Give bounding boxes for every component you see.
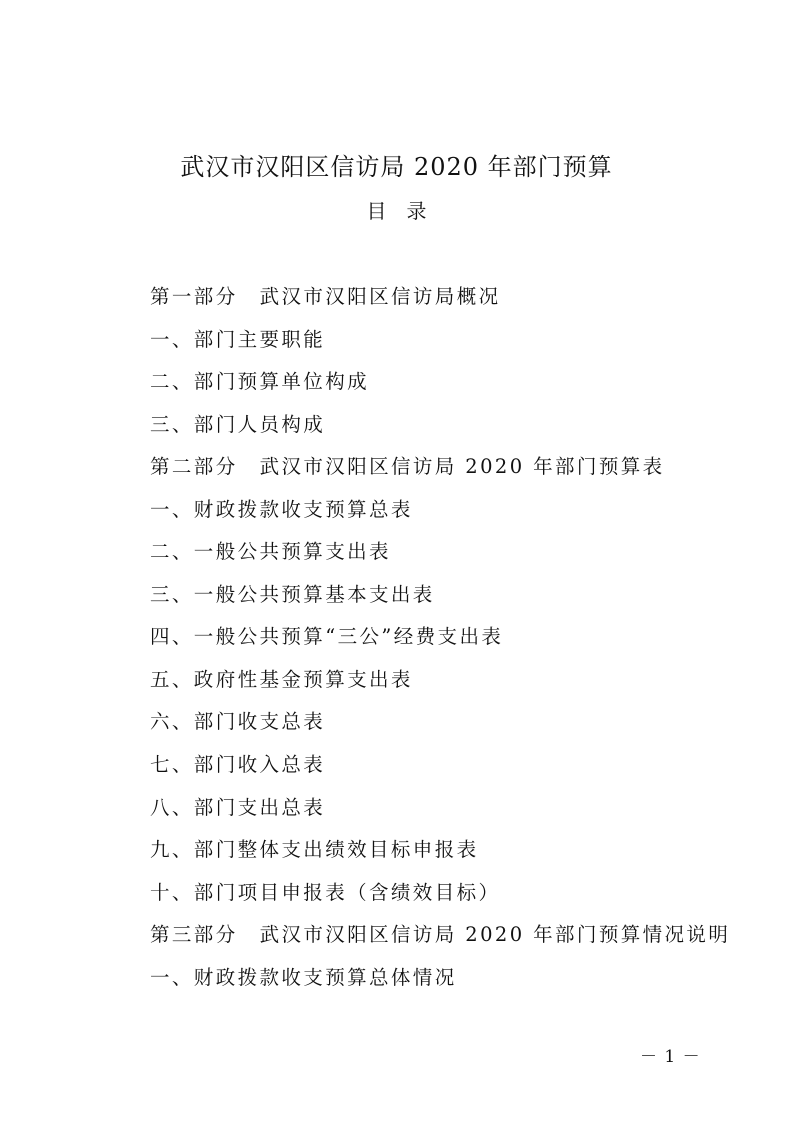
toc-item-text: 四、一般公共预算“三公”经费支出表 bbox=[150, 625, 504, 649]
toc-item bbox=[150, 834, 730, 877]
toc-section-label: 第一部分 bbox=[150, 285, 238, 308]
toc-item-text: 二、一般公共预算支出表 bbox=[150, 540, 391, 564]
toc-item bbox=[150, 621, 730, 664]
toc-item bbox=[150, 536, 730, 579]
toc-section-2 bbox=[150, 451, 730, 494]
toc-heading: 目 录 bbox=[366, 199, 427, 223]
toc-item-text: 三、一般公共预算基本支出表 bbox=[150, 582, 435, 606]
toc-item bbox=[150, 409, 730, 452]
toc-item bbox=[150, 749, 730, 792]
toc-item-text: 九、部门整体支出绩效目标申报表 bbox=[150, 838, 479, 862]
toc-item-text: 一、财政拨款收支预算总体情况 bbox=[150, 965, 457, 989]
toc-item bbox=[150, 324, 730, 367]
toc-item bbox=[150, 877, 730, 920]
toc-section-label: 第二部分 bbox=[150, 455, 238, 479]
document-title: 武汉市汉阳区信访局 2020 年部门预算 bbox=[180, 153, 613, 181]
toc-item bbox=[150, 664, 730, 707]
table-of-contents bbox=[150, 281, 730, 1004]
toc-item-text: 七、部门收入总表 bbox=[150, 753, 326, 777]
toc-section-label: 第三部分 bbox=[150, 923, 238, 947]
toc-item bbox=[150, 494, 730, 537]
toc-item-text: 六、部门收支总表 bbox=[150, 710, 326, 734]
toc-section-1 bbox=[150, 281, 730, 324]
toc-section-3 bbox=[150, 919, 730, 962]
toc-item bbox=[150, 366, 730, 409]
toc-item-text: 一、财政拨款收支预算总表 bbox=[150, 497, 413, 521]
toc-item-text: 十、部门项目申报表（含绩效目标） bbox=[150, 880, 501, 904]
page-number: － 1 － bbox=[640, 1047, 701, 1067]
toc-item bbox=[150, 962, 730, 1005]
toc-item-text: 八、部门支出总表 bbox=[150, 795, 326, 819]
toc-item-text: 三、部门人员构成 bbox=[150, 412, 326, 436]
toc-item-text: 一、部门主要职能 bbox=[150, 327, 326, 351]
toc-item bbox=[150, 706, 730, 749]
toc-item bbox=[150, 792, 730, 835]
toc-item-text: 五、政府性基金预算支出表 bbox=[150, 667, 413, 691]
toc-section-title: 武汉市汉阳区信访局 2020 年部门预算情况说明 bbox=[259, 923, 731, 947]
toc-section-title: 武汉市汉阳区信访局概况 bbox=[259, 285, 501, 308]
toc-section-title: 武汉市汉阳区信访局 2020 年部门预算表 bbox=[259, 455, 665, 479]
toc-item-text: 二、部门预算单位构成 bbox=[150, 370, 370, 394]
toc-item bbox=[150, 579, 730, 622]
